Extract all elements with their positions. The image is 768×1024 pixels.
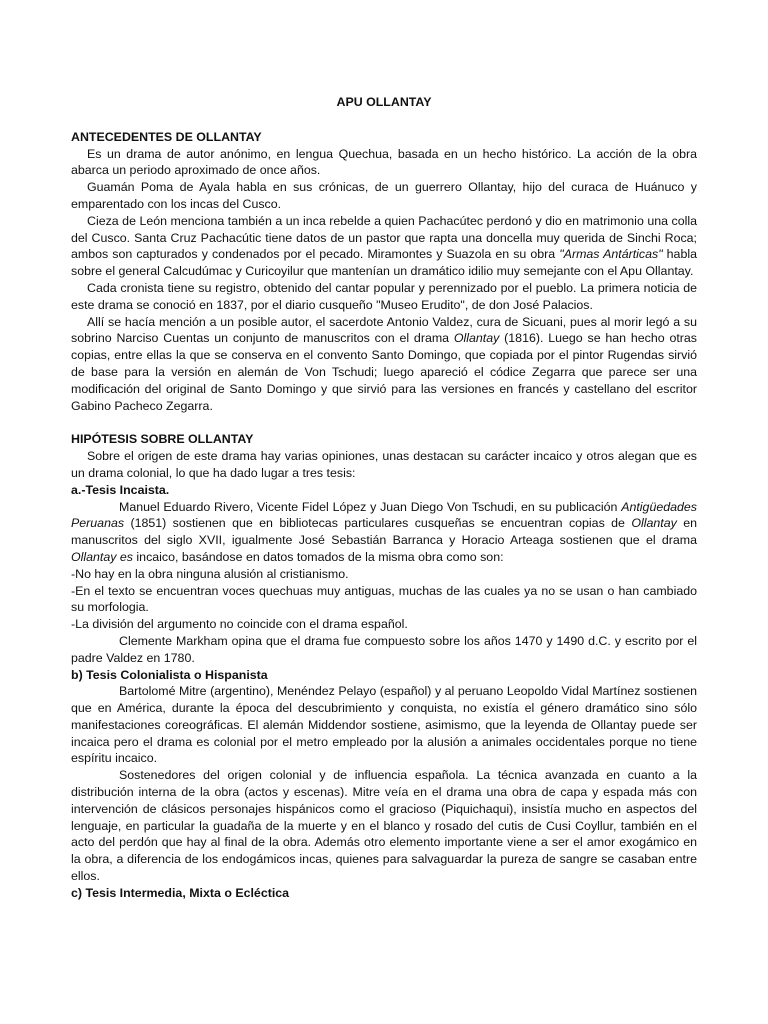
list-item: -La división del argumento no coincide con el drama español. <box>71 617 408 632</box>
italic-title: Ollantay es <box>71 549 133 564</box>
italic-title: "Armas Antárticas" <box>559 247 663 262</box>
spacer <box>71 414 697 431</box>
paragraph <box>71 213 697 280</box>
text-run: Cieza de León menciona también a un inca rebelde a quien Pachacútec perdonó y dio en matrimonio una colla del Cusco. Santa Cruz Pachacútic tiene datos de un pastor que rapta una doncella muy querida de Sinchi Roca; ambos son capturados y condenados por el pecado. Miramontes y Suazola en su obra <box>71 213 697 262</box>
section-heading-antecedentes: ANTECEDENTES DE OLLANTAY <box>71 129 262 144</box>
paragraph: Bartolomé Mitre (argentino), Menéndez Pelayo (español) y al peruano Leopoldo Vidal Martínez sostienen que en América, durante la época del descubrimiento y conquista, no existía el género dramático sino sólo manifestaciones coreográficas. El alemán Middendor sostiene, asimismo, que la leyenda de Ollantay puede ser incaica pero el drama es colonial por el metro empleado por la alusión a animales occidentales porque no tiene espíritu incaico. <box>71 684 697 766</box>
subheading-tesis-incaista: a.-Tesis Incaista. <box>71 482 170 497</box>
subheading-tesis-intermedia: c) Tesis Intermedia, Mixta o Ecléctica <box>71 885 290 900</box>
list-item: -En el texto se encuentran voces quechuas muy antiguas, muchas de las cuales ya no se usan o han cambiado su morfologia. <box>71 583 697 615</box>
paragraph <box>71 499 697 566</box>
text-run: en manuscritos del siglo XVII, igualmente José Sebastián Barranca y Horacio Arteaga sostienen que el drama <box>71 516 697 548</box>
document-title: APU OLLANTAY <box>336 95 432 109</box>
paragraph: Sostenedores del origen colonial y de influencia española. La técnica avanzada en cuanto a la distribución interna de la obra (actos y escenas). Mitre veía en el drama una obra de capa y espada más con intervención de clásicos personajes hispánicos como el gracioso (Piquichaqui), insistía mucho en aspectos del lenguaje, en particular la guadaña de la muerte y en el blanco y rosado del cutis de Cusi Coyllur, también en el acto del perdón que hay al final de la obra. Además otro elemento importante viene a ser el amor exogámico en la obra, a diferencia de los endogámicos incas, quienes para salvaguardar la pureza de sangre se casaban entre ellos. <box>71 768 697 884</box>
text-run: habla sobre el general Calcudúmac y Curicoyilur que mantenían un dramático idilio muy semejante con el Apu Ollantay. <box>71 247 697 279</box>
text-run: Manuel Eduardo Rivero, Vicente Fidel López y Juan Diego Von Tschudi, en su publicación <box>119 499 622 514</box>
italic-title: Ollantay <box>453 331 500 346</box>
document-page <box>71 94 697 902</box>
text-run: (1816). Luego se han hecho otras copias, entre ellas la que se conserva en el convento Santo Domingo, que copiada por el pintor Rugendas sirvió de base para la versión en alemán de Von Tschudi; luego apareció el códice Zegarra que parece ser una modificación del original de Santo Domingo y que sirvió para las versiones en francés y castellano del escritor Gabino Pacheco Zegarra. <box>71 331 697 413</box>
section-heading-hipotesis: HIPÓTESIS SOBRE OLLANTAY <box>71 432 254 447</box>
paragraph: Clemente Markham opina que el drama fue compuesto sobre los años 1470 y 1490 d.C. y escrito por el padre Valdez en 1780. <box>71 633 697 665</box>
paragraph <box>71 314 697 415</box>
paragraph: Cada cronista tiene su registro, obtenido del cantar popular y perennizado por el pueblo. La primera noticia de este drama se conoció en 1837, por el diario cusqueño "Museo Erudito", de don José Palacios. <box>71 280 697 312</box>
italic-title: Antigüedades Peruanas <box>71 499 697 531</box>
text-run: Allí se hacía mención a un posible autor, el sacerdote Antonio Valdez, cura de Sicuani, pues al morir legó a su sobrino Narciso Cuentas un conjunto de manuscritos con el drama <box>71 314 697 346</box>
paragraph: Es un drama de autor anónimo, en lengua Quechua, basada en un hecho histórico. La acción de la obra abarca un periodo aproximado de once años. <box>71 146 697 178</box>
paragraph: Sobre el origen de este drama hay varias opiniones, unas destacan su carácter incaico y otros alegan que es un drama colonial, lo que ha dado lugar a tres tesis: <box>71 449 697 480</box>
subheading-tesis-colonialista: b) Tesis Colonialista o Hispanista <box>71 667 268 682</box>
text-run: (1851) sostienen que en bibliotecas particulares cusqueñas se encuentran copias de <box>124 516 632 531</box>
paragraph: Guamán Poma de Ayala habla en sus crónicas, de un guerrero Ollantay, hijo del curaca de Huánuco y emparentado con los incas del Cusco. <box>71 180 697 211</box>
italic-title: Ollantay <box>631 516 677 531</box>
list-item: -No hay en la obra ninguna alusión al cristianismo. <box>71 566 349 581</box>
text-run: incaico, basándose en datos tomados de la misma obra como son: <box>132 549 504 564</box>
